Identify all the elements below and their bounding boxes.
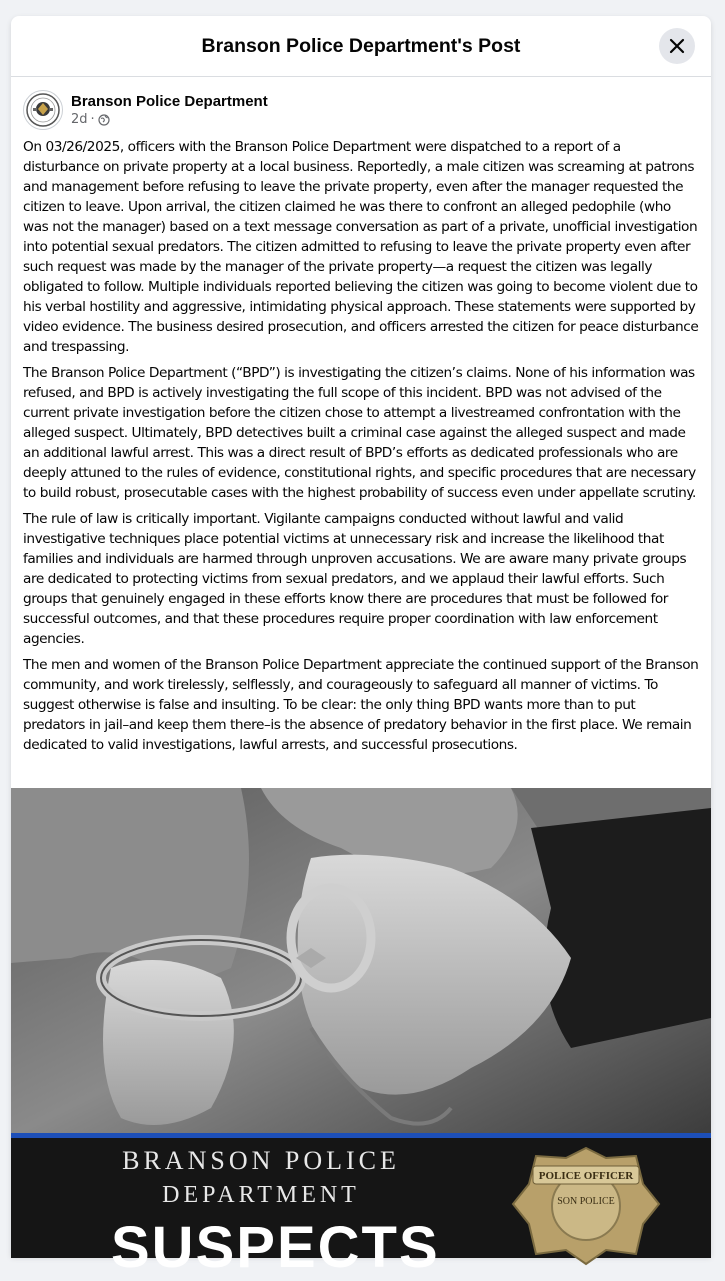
post-image[interactable] <box>11 788 711 1280</box>
post-time[interactable]: 2d <box>71 112 88 127</box>
post-paragraph: The men and women of the Branson Police Department appreciate the continued support of the Branson community, and work tirelessly, selflessly, and courageously to safeguard all manner of victims. To suggest otherwise is false and insulting. To be clear: the only thing BPD wants more than to put predators in jail–and keep them there–is the absence of predatory behavior in the first place. We remain dedicated to valid investigations, lawful arrests, and successful prosecutions. <box>23 657 699 753</box>
banner-title-line3: SUSPECTS <box>111 1215 440 1280</box>
police-badge-icon <box>511 1144 661 1264</box>
post-paragraph: The Branson Police Department (“BPD”) is investigating the citizen’s claims. None of his information was refused, and BPD is actively investigating the full scope of this incident. BPD was not advised of the current private investigation before the citizen chose to attempt a livestreamed confrontation with the alleged suspect. Ultimately, BPD detectives built a criminal case against the alleged suspect and made an additional lawful arrest. This was a direct result of BPD’s efforts as dedicated professionals who are deeply attuned to the rules of evidence, constitutional rights, and specific procedures that are necessary to build robust, prosecutable cases with the highest probability of success even under appellate scrutiny. <box>23 365 696 501</box>
close-icon <box>669 38 685 54</box>
author-name[interactable]: Branson Police Department <box>71 93 268 110</box>
post-dialog <box>11 16 711 1280</box>
avatar[interactable] <box>23 90 63 130</box>
close-button[interactable] <box>659 28 695 64</box>
dialog-title: Branson Police Department's Post <box>201 34 521 57</box>
post-header <box>11 77 711 131</box>
post-paragraph: On 03/26/2025, officers with the Branson Police Department were dispatched to a report of a disturbance on private property at a local business. Reportedly, a male citizen was screaming at patrons and management before refusing to leave the private property, even after the manager requested the citizen to leave. Upon arrival, the citizen claimed he was there to confront an alleged pedophile (who was not the manager) based on a text message conversation as part of a private, unofficial investigation into potential sexual predators. The citizen admitted to refusing to leave the private property even after such request was made by the manager of the private property—a request the citizen was legally obligated to follow. Multiple individuals reported believing the citizen was going to become violent due to his verbal hostility and aggressive, intimidating physical approach. These statements were supported by video evidence. The business desired prosecution, and officers arrested the citizen for peace disturbance and trespassing. <box>23 139 699 355</box>
dialog-header <box>11 16 711 77</box>
handcuffs-photo <box>11 788 711 1136</box>
banner-title-line2: DEPARTMENT <box>162 1182 360 1208</box>
police-seal-icon <box>25 92 61 128</box>
post-meta <box>71 111 268 128</box>
meta-separator: · <box>90 112 95 127</box>
badge-text-bottom: SON POLICE <box>557 1196 615 1207</box>
post-paragraph: The rule of law is critically important. Vigilante campaigns conducted without lawful and valid investigative techniques place potential victims at unnecessary risk and increase the likelihood that families and individuals are harmed through unproven accusations. We are aware many private groups are dedicated to protecting victims from sexual predators, and we applaud their lawful efforts. Such groups that genuinely engaged in these efforts know there are procedures that must be followed for successful outcomes, and that these procedures require proper coordination with law enforcement agencies. <box>23 511 687 647</box>
globe-icon <box>98 114 110 126</box>
banner-title-line1: BRANSON POLICE <box>122 1146 400 1175</box>
post-body <box>11 131 711 755</box>
badge-text-top: POLICE OFFICER <box>538 1170 634 1182</box>
